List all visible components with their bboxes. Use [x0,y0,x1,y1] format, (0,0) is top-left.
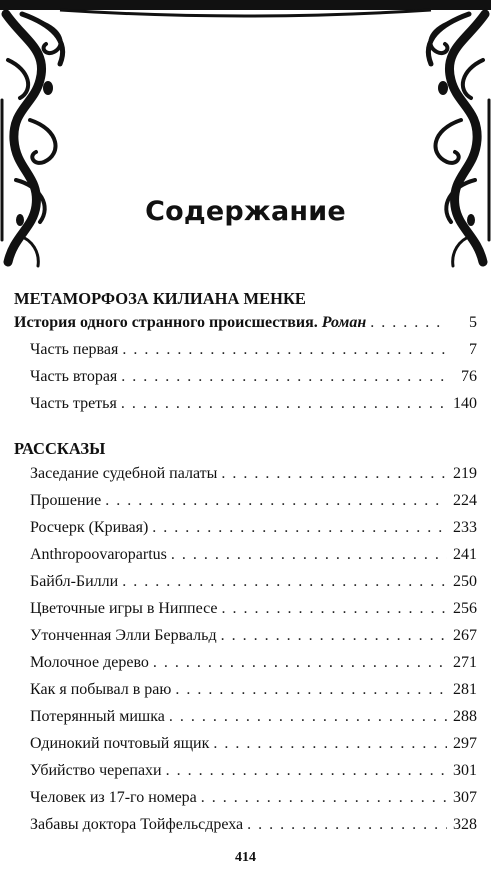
dot-leader [152,519,447,537]
entry-page: 307 [453,789,477,806]
entry-page: 288 [453,708,477,725]
entry-title: Часть первая [30,341,119,358]
section-title-stories: РАССКАЗЫ [14,439,106,458]
toc-entry[interactable] [30,735,477,753]
section-title-metamorphosis: МЕТАМОРФОЗА КИЛИАНА МЕНКЕ [14,289,306,308]
entry-title: Молочное дерево [30,654,149,671]
dot-leader [105,492,447,510]
entry-page: 140 [453,395,477,412]
dot-leader [175,681,447,699]
toc-entry[interactable] [30,789,477,807]
dot-leader [121,368,447,386]
entry-title: Anthropoovaroрartus [30,546,167,563]
toc-entry[interactable] [30,341,477,359]
entry-title: Прошение [30,492,102,509]
dot-leader [122,573,447,591]
entry-page: 224 [453,492,477,509]
toc-entry[interactable] [30,368,477,386]
dot-leader [153,654,447,672]
toc-entry[interactable] [30,519,477,537]
dot-leader [221,627,447,645]
entry-page: 256 [453,600,477,617]
entry-title: Потерянный мишка [30,708,165,725]
entry-title: Цветочные игры в Ниппесе [30,600,218,617]
dot-leader [213,735,447,753]
entry-page: 219 [453,465,477,482]
entry-title: Человек из 17-го номера [30,789,197,806]
entry-page: 297 [453,735,477,752]
toc-entry[interactable] [30,600,477,618]
entry-title: Байбл-Билли [30,573,119,590]
toc-entry[interactable] [30,395,477,413]
dot-leader [171,546,447,564]
dot-leader [222,600,447,618]
toc-entry[interactable] [30,762,477,780]
toc-entry[interactable] [30,465,477,483]
toc-entry[interactable] [30,681,477,699]
dot-leader [122,341,447,359]
toc-entry[interactable] [30,492,477,510]
entry-title: Убийство черепахи [30,762,162,779]
toc-entry[interactable] [30,573,477,591]
page-number: 414 [235,850,256,865]
entry-title: Росчерк (Кривая) [30,519,149,536]
entry-title: Одинокий почтовый ящик [30,735,210,752]
entry-page: 301 [453,762,477,779]
dot-leader [169,708,447,726]
entry-page: 250 [453,573,477,590]
dot-leader [370,314,447,332]
entry-title: Часть вторая [30,368,118,385]
dot-leader [121,395,447,413]
dot-leader [201,789,447,807]
dot-leader [166,762,447,780]
entry-title: Заседание судебной палаты [30,465,218,482]
entry-page: 5 [469,314,477,331]
toc-entry-main-novel[interactable] [14,314,477,332]
entry-title: История одного странного происшествия. Роман [14,314,367,331]
toc-entry[interactable] [30,627,477,645]
dot-leader [247,816,447,834]
entry-page: 281 [453,681,477,698]
entry-title: Как я побывал в раю [30,681,172,698]
toc-entry[interactable] [30,816,477,834]
toc-entry[interactable] [30,654,477,672]
entry-page: 76 [461,368,477,385]
entry-title: Часть третья [30,395,117,412]
entry-page: 271 [453,654,477,671]
entry-page: 233 [453,519,477,536]
page-heading: Содержание [145,196,346,227]
entry-page: 7 [469,341,477,358]
entry-title: Утонченная Элли Бервальд [30,627,217,644]
toc-entry[interactable] [30,708,477,726]
entry-page: 328 [453,816,477,833]
toc-entry[interactable] [30,546,477,564]
entry-page: 267 [453,627,477,644]
art-nouveau-frame-ornament [0,0,491,270]
entry-page: 241 [453,546,477,563]
entry-title: Забавы доктора Тойфельсдреха [30,816,244,833]
dot-leader [221,465,447,483]
